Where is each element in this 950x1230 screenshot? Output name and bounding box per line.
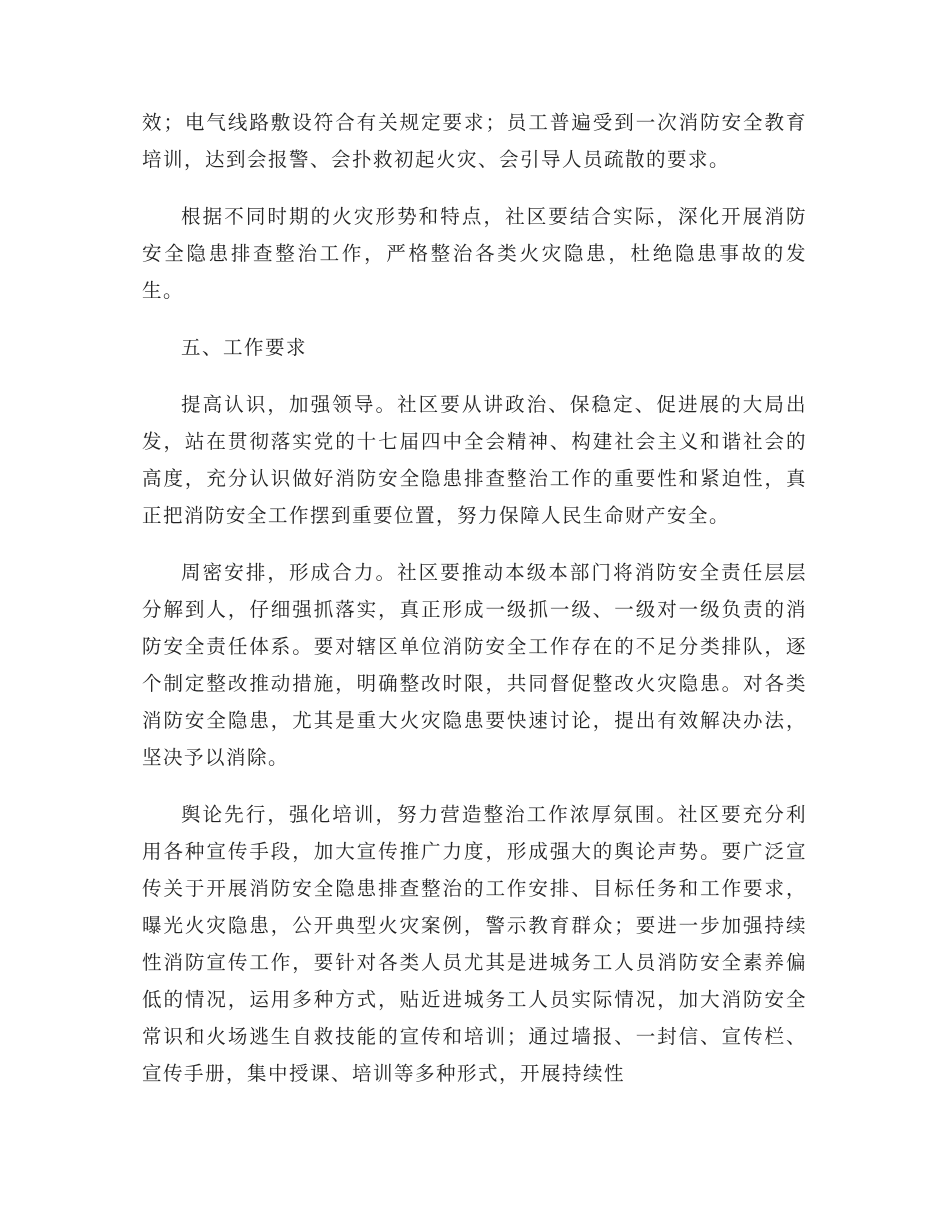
paragraph-continuation: 效；电气线路敷设符合有关规定要求；员工普遍受到一次消防安全教育培训，达到会报警、会扑救初起火灾、会引导人员疏散的要求。 <box>142 111 807 171</box>
section-heading-work-requirements: 五、工作要求 <box>181 336 308 359</box>
paragraph-careful-arrangement: 周密安排，形成合力。社区要推动本级本部门将消防安全责任层层分解到人，仔细强抓落实，真正形成一级抓一级、一级对一级负责的消防安全责任体系。要对辖区单位消防安全工作存在的不足分类排队，逐个制定整改推动措施，明确整改时限，共同督促整改火灾隐患。对各类消防安全隐患，尤其是重大火灾隐患要快速讨论，提出有效解决办法，坚决予以消除。 <box>142 561 807 769</box>
paragraph-public-opinion-training: 舆论先行，强化培训，努力营造整治工作浓厚氛围。社区要充分利用各种宣传手段，加大宣传推广力度，形成强大的舆论声势。要广泛宣传关于开展消防安全隐患排查整治的工作安排、目标任务和工作要求，曝光火灾隐患，公开典型火灾案例，警示教育群众；要进一步加强持续性消防宣传工作，要针对各类人员尤其是进城务工人员消防安全素养偏低的情况，运用多种方式，贴近进城务工人员实际情况，加大消防安全常识和火场逃生自救技能的宣传和培训；通过墙报、一封信、宣传栏、宣传手册，集中授课、培训等多种形式，开展持续性 <box>142 803 807 1085</box>
paragraph-raise-awareness: 提高认识，加强领导。社区要从讲政治、保稳定、促进展的大局出发，站在贯彻落实党的十七届四中全会精神、构建社会主义和谐社会的高度，充分认识做好消防安全隐患排查整治工作的重要性和紧迫性，真正把消防安全工作摆到重要位置，努力保障人民生命财产安全。 <box>142 393 807 527</box>
document-body <box>142 104 807 1112</box>
paragraph-fire-hazard-rectification: 根据不同时期的火灾形势和特点，社区要结合实际，深化开展消防安全隐患排查整治工作，严格整治各类火灾隐患，杜绝隐患事故的发生。 <box>142 205 807 302</box>
